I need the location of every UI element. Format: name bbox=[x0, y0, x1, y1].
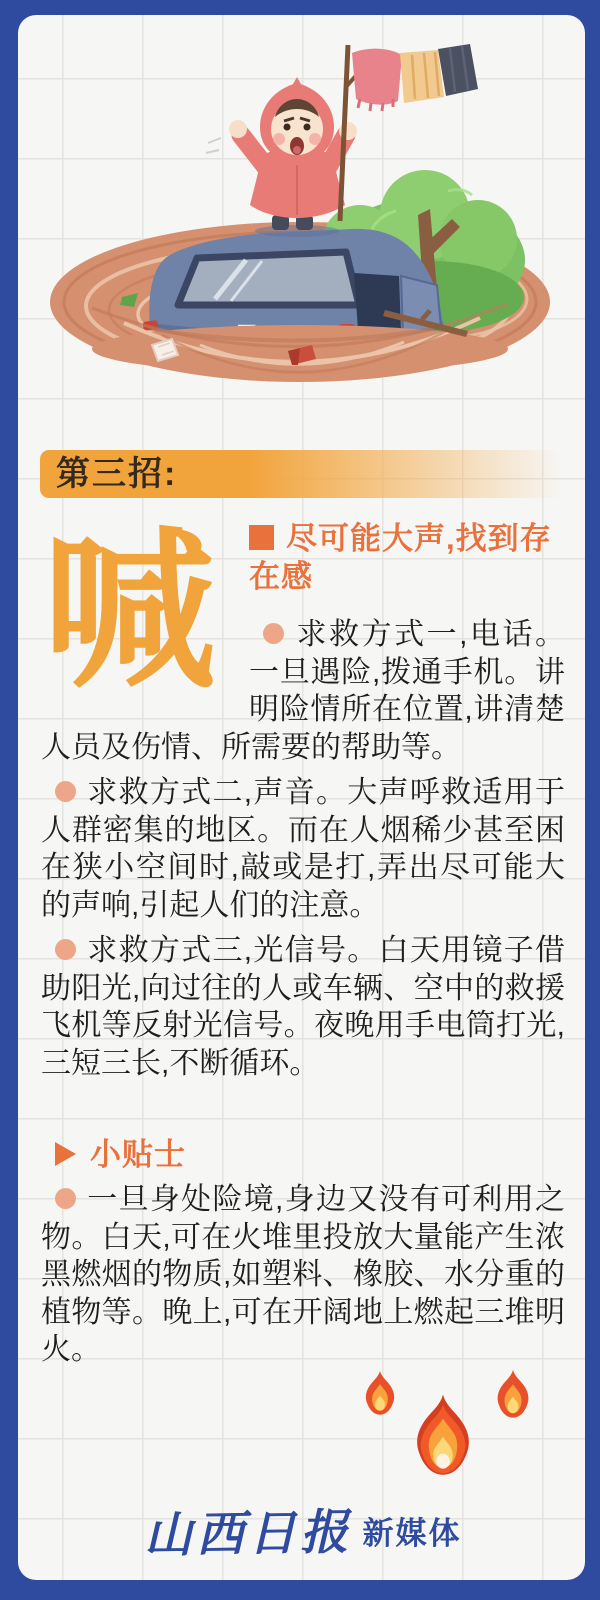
paragraph-text: 一旦身处险境,身边又没有可利用之物。白天,可在火堆里投放大量能产生浓黑燃烟的物质,如塑料、橡胶、水分重的植物等。晚上,可在开阔地上燃起三堆明火。 bbox=[41, 1183, 565, 1366]
paragraph-text: 求救方式二,声音。大声呼救适用于人群密集的地区。而在人烟稀少甚至困在狭小空间时,敲或是打,弄出尽可能大的声响,引起人们的注意。 bbox=[41, 776, 565, 922]
big-character: 喊 bbox=[43, 516, 215, 708]
flood-rescue-illustration bbox=[18, 15, 585, 410]
paragraph-text: 求救方式一,电话。一旦遇险,拨通手机。讲明险情所在位置,讲清楚人员及伤情、所需要的帮助等。 bbox=[41, 618, 565, 764]
bullet-dot-icon bbox=[55, 1188, 76, 1209]
headline-text: 尽可能大声,找到存在感 bbox=[249, 521, 552, 594]
rescue-method-3 bbox=[41, 932, 565, 1082]
content-area bbox=[18, 516, 585, 1564]
bonfire-illustration bbox=[41, 1369, 565, 1479]
section-badge bbox=[40, 450, 562, 498]
paragraph-text: 求救方式三,光信号。白天用镜子借助阳光,向过往的人或车辆、空中的救援飞机等反射光信号。夜晚用手电筒打光,三短三长,不断循环。 bbox=[41, 934, 565, 1080]
tips-title-text: 小贴士 bbox=[90, 1137, 186, 1172]
brand-logo bbox=[41, 1495, 565, 1564]
section-badge-label: 第三招: bbox=[56, 455, 178, 493]
shout-section bbox=[41, 516, 565, 1082]
triangle-bullet-icon bbox=[55, 1142, 76, 1166]
bullet-dot-icon bbox=[263, 623, 284, 644]
rescue-method-2 bbox=[41, 774, 565, 924]
brand-logo-suffix: 新媒体 bbox=[362, 1515, 462, 1551]
child-in-red-raincoat bbox=[206, 77, 357, 237]
bullet-square-icon bbox=[249, 525, 274, 550]
fire-icon bbox=[359, 1370, 401, 1416]
poster-card bbox=[18, 15, 585, 1580]
bullet-dot-icon bbox=[55, 781, 76, 802]
fire-icon bbox=[493, 1369, 533, 1419]
brand-logo-script: 山西日报 bbox=[144, 1505, 354, 1563]
bullet-dot-icon bbox=[55, 939, 76, 960]
fire-icon-large bbox=[411, 1393, 475, 1477]
tips-paragraph bbox=[41, 1181, 565, 1369]
tips-title bbox=[41, 1136, 565, 1174]
